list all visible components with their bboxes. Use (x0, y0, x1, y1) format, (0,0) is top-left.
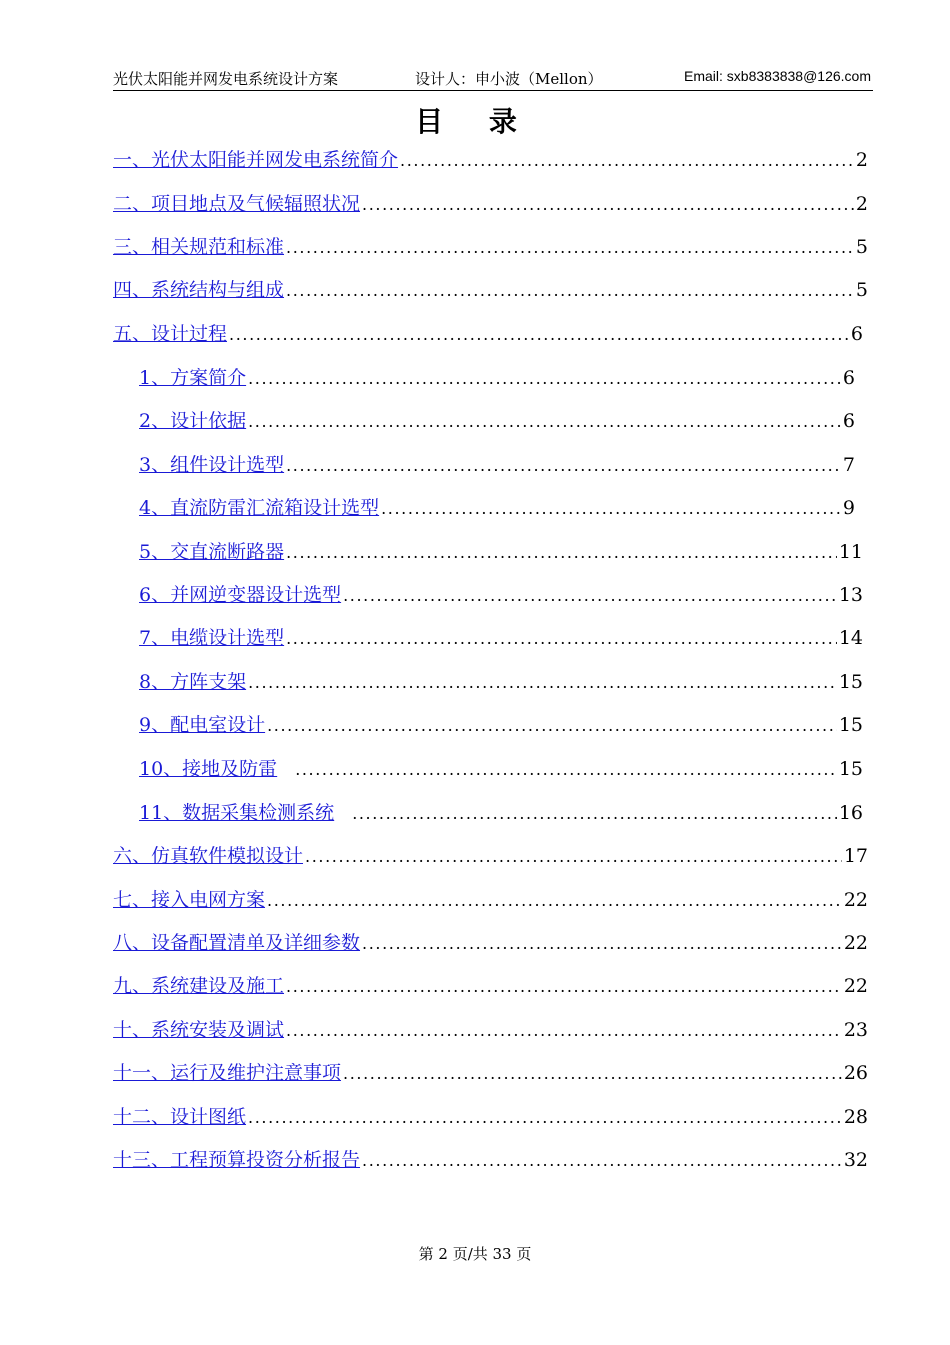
toc-link[interactable]: 11、数据采集检测系统 (139, 802, 335, 824)
page-number: 22 (843, 975, 868, 997)
dot-leader (362, 1150, 842, 1172)
dot-leader (248, 672, 837, 694)
toc-link[interactable]: 三、相关规范和标准 (113, 236, 285, 258)
toc-link[interactable]: 五、设计过程 (113, 323, 228, 345)
page-number: 9 (842, 497, 855, 519)
dot-leader (343, 1063, 842, 1085)
toc-link[interactable]: 十三、工程预算投资分析报告 (113, 1149, 361, 1171)
toc-entry[interactable] (139, 447, 855, 477)
page-number: 22 (843, 932, 868, 954)
toc-entry[interactable] (113, 1012, 868, 1042)
page-number: 15 (838, 714, 863, 736)
page-number: 17 (843, 845, 868, 867)
page-number: 23 (843, 1019, 868, 1041)
dot-leader (362, 933, 842, 955)
toc-link[interactable]: 一、光伏太阳能并网发电系统简介 (113, 149, 399, 171)
toc-entry[interactable] (113, 1142, 868, 1172)
dot-leader (400, 150, 854, 172)
toc-entry[interactable] (139, 707, 863, 737)
toc-link[interactable]: 6、并网逆变器设计选型 (139, 584, 342, 606)
dot-leader (248, 368, 841, 390)
page-number: 7 (842, 454, 855, 476)
toc-entry[interactable] (139, 360, 855, 390)
toc-link[interactable]: 9、配电室设计 (139, 714, 266, 736)
dot-leader (305, 846, 842, 868)
toc-entry[interactable] (113, 838, 868, 868)
dot-leader (248, 411, 841, 433)
page-header (113, 66, 873, 91)
toc-entry[interactable] (139, 664, 863, 694)
dot-leader (286, 976, 842, 998)
document-title: 光伏太阳能并网发电系统设计方案 (113, 70, 339, 88)
toc-heading: 目 录 (415, 105, 535, 138)
toc-entry[interactable] (113, 968, 868, 998)
designer-email: Email: sxb8383838@126.com (684, 68, 871, 84)
page-number: 15 (838, 671, 863, 693)
page-number: 6 (850, 323, 863, 345)
toc-entry[interactable] (113, 186, 868, 216)
toc-entry[interactable] (113, 925, 868, 955)
toc-link[interactable]: 七、接入电网方案 (113, 889, 266, 911)
toc-link[interactable]: 九、系统建设及施工 (113, 975, 285, 997)
toc-link[interactable]: 2、设计依据 (139, 410, 247, 432)
page-number: 26 (843, 1062, 868, 1084)
dot-leader (286, 1020, 842, 1042)
toc-link[interactable]: 十二、设计图纸 (113, 1106, 247, 1128)
dot-leader (343, 585, 837, 607)
dot-leader (286, 628, 837, 650)
page-number: 2 (855, 193, 868, 215)
toc-entry[interactable] (113, 229, 868, 259)
toc-link[interactable]: 十一、运行及维护注意事项 (113, 1062, 342, 1084)
page-number: 2 (855, 149, 868, 171)
toc-entry[interactable] (139, 490, 855, 520)
dot-leader (352, 803, 837, 825)
toc-entry[interactable] (139, 577, 863, 607)
toc-entry[interactable] (139, 534, 863, 564)
toc-entry[interactable] (113, 882, 868, 912)
toc-entry[interactable] (113, 1055, 868, 1085)
page-number: 15 (838, 758, 863, 780)
toc-entry[interactable] (113, 272, 868, 302)
toc-link[interactable]: 八、设备配置清单及详细参数 (113, 932, 361, 954)
toc-link[interactable]: 六、仿真软件模拟设计 (113, 845, 304, 867)
page-footer: 第 2 页/共 33 页 (418, 1245, 532, 1263)
dot-leader (229, 324, 849, 346)
dot-leader (286, 280, 854, 302)
toc-link[interactable]: 二、项目地点及气候辐照状况 (113, 193, 361, 215)
page-number: 14 (838, 627, 863, 649)
toc-link[interactable]: 四、系统结构与组成 (113, 279, 285, 301)
page-number: 16 (838, 802, 863, 824)
dot-leader (286, 237, 854, 259)
toc-entry[interactable] (139, 620, 863, 650)
toc-entry[interactable] (139, 751, 863, 781)
toc-entry[interactable] (139, 403, 855, 433)
page-number: 22 (843, 889, 868, 911)
toc-link[interactable]: 10、接地及防雷 (139, 758, 278, 780)
page-number: 6 (842, 410, 855, 432)
toc-link[interactable]: 十、系统安装及调试 (113, 1019, 285, 1041)
dot-leader (248, 1107, 842, 1129)
page-number: 11 (838, 541, 863, 563)
page-number: 13 (838, 584, 863, 606)
toc-link[interactable]: 1、方案简介 (139, 367, 247, 389)
toc-entry[interactable] (139, 795, 863, 825)
toc-link[interactable]: 7、电缆设计选型 (139, 627, 285, 649)
dot-leader (286, 542, 837, 564)
toc-link[interactable]: 4、直流防雷汇流箱设计选型 (139, 497, 380, 519)
dot-leader (286, 455, 841, 477)
page-number: 28 (843, 1106, 868, 1128)
page-number: 6 (842, 367, 855, 389)
dot-leader (362, 194, 854, 216)
dot-leader (381, 498, 841, 520)
toc-link[interactable]: 8、方阵支架 (139, 671, 247, 693)
dot-leader (267, 715, 837, 737)
dot-leader (295, 759, 837, 781)
toc-link[interactable]: 3、组件设计选型 (139, 454, 285, 476)
page-number: 5 (855, 279, 868, 301)
toc-link[interactable]: 5、交直流断路器 (139, 541, 285, 563)
toc-entry[interactable] (113, 142, 868, 172)
page-number: 32 (843, 1149, 868, 1171)
page-number: 5 (855, 236, 868, 258)
toc-entry[interactable] (113, 1099, 868, 1129)
toc-entry[interactable] (113, 316, 863, 346)
dot-leader (267, 890, 842, 912)
designer-name: 设计人：申小波（Mellon） (415, 70, 603, 88)
